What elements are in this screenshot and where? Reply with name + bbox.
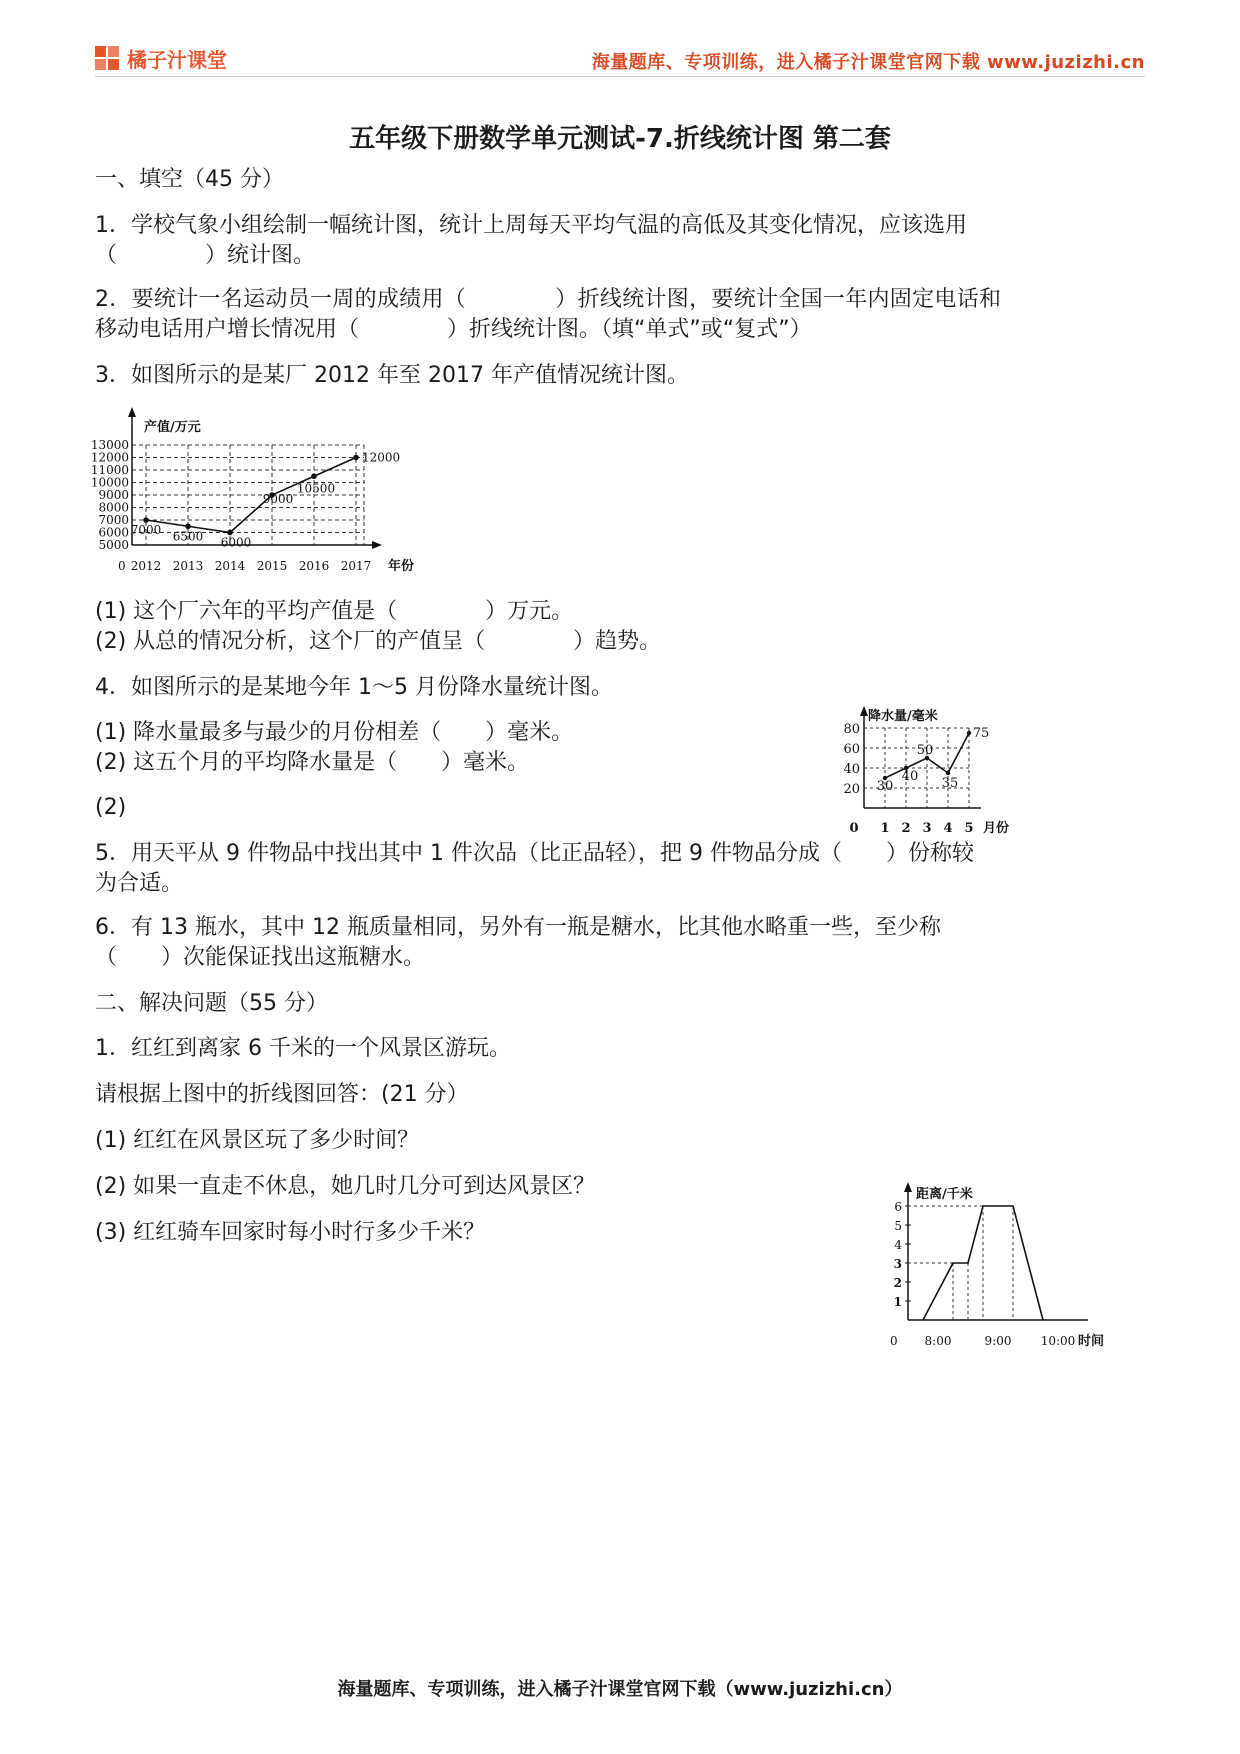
q4-sub2: (2) 这五个月的平均降水量是（ ）毫米。 xyxy=(95,750,530,775)
y-tick-label: 13000 xyxy=(90,438,129,452)
x-tick-label: 9:00 xyxy=(984,1334,1012,1348)
x-tick-label: 4 xyxy=(943,821,953,836)
data-label: 50 xyxy=(916,743,934,758)
x-tick-label: 2015 xyxy=(256,559,288,573)
y-tick-label: 12000 xyxy=(90,450,129,465)
data-point xyxy=(143,517,149,523)
y-axis-label: 产值/万元 xyxy=(144,420,201,435)
y-tick-label: 1 xyxy=(893,1295,902,1309)
data-label: 30 xyxy=(876,779,894,794)
x-tick-label: 10:00 xyxy=(1040,1334,1076,1348)
data-point xyxy=(185,523,191,529)
p1-sub3: (3) 红红骑车回家时每小时行多少千米？ xyxy=(95,1220,486,1245)
q4-text: 4．如图所示的是某地今年 1～5 月份降水量统计图。 xyxy=(95,675,613,700)
y-tick-label: 5000 xyxy=(98,538,129,552)
logo-icon xyxy=(95,46,121,72)
q6-line1: 6．有 13 瓶水，其中 12 瓶质量相同，另外有一瓶是糖水，比其他水略重一些，至少称 xyxy=(95,915,941,940)
y-axis-arrow xyxy=(128,407,136,417)
y-tick-label: 80 xyxy=(843,722,860,737)
y-tick-label: 8000 xyxy=(98,500,129,515)
origin-label: 0 xyxy=(118,559,126,573)
data-point xyxy=(353,455,359,461)
q2-line1: 2．要统计一名运动员一周的成绩用（ ）折线统计图，要统计全国一年内固定电话和 xyxy=(95,287,1002,312)
x-tick-label: 2 xyxy=(901,821,911,836)
page-header xyxy=(95,40,1145,77)
y-tick-label: 5 xyxy=(894,1219,902,1233)
x-axis-label: 月份 xyxy=(983,821,1010,836)
x-tick-label: 0 xyxy=(849,821,859,836)
x-tick-label: 3 xyxy=(922,821,932,836)
origin-label: 0 xyxy=(890,1334,898,1348)
y-tick-label: 7000 xyxy=(98,513,129,527)
q4-sub1: (1) 降水量最多与最少的月份相差（ ）毫米。 xyxy=(95,720,574,745)
x-tick-label: 2014 xyxy=(214,559,246,573)
data-point xyxy=(311,473,317,479)
q5-line2: 为合适。 xyxy=(95,871,184,896)
y-tick-label: 2 xyxy=(893,1276,902,1290)
logo-text: 橘子汁课堂 xyxy=(127,48,227,72)
q3-sub1: (1) 这个厂六年的平均产值是（ ）万元。 xyxy=(95,599,574,624)
x-tick-label: 2016 xyxy=(298,559,330,573)
data-point xyxy=(227,530,233,536)
y-tick-label: 11000 xyxy=(90,463,129,477)
q1-line2: （ ）统计图。 xyxy=(95,243,316,268)
x-axis-label: 年份 xyxy=(388,559,415,574)
x-tick-label: 1 xyxy=(880,821,890,836)
q3-sub2: (2) 从总的情况分析，这个厂的产值呈（ ）趋势。 xyxy=(95,629,662,654)
data-label: 6500 xyxy=(172,529,204,544)
data-label: 7000 xyxy=(130,523,162,537)
section1-heading: 一、填空（45 分） xyxy=(95,167,284,192)
p1-text: 1．红红到离家 6 千米的一个风景区游玩。 xyxy=(95,1036,511,1061)
q2-line2: 移动电话用户增长情况用（ ）折线统计图。（填“单式”或“复式”） xyxy=(95,317,812,342)
p1-sub2: (2) 如果一直走不休息，她几时几分可到达风景区？ xyxy=(95,1174,596,1199)
x-tick-label: 2012 xyxy=(130,559,162,573)
data-label: 35 xyxy=(941,776,959,791)
y-tick-label: 10000 xyxy=(90,475,129,490)
p1-sub1: (1) 红红在风景区玩了多少时间？ xyxy=(95,1128,420,1153)
page-footer: 海量题库、专项训练，进入橘子汁课堂官网下载（www.juzizhi.cn） xyxy=(337,1679,903,1700)
page-title: 五年级下册数学单元测试-7.折线统计图 第二套 xyxy=(349,124,891,154)
q5-line1: 5．用天平从 9 件物品中找出其中 1 件次品（比正品轻），把 9 件物品分成（ ）份称较 xyxy=(95,841,974,866)
x-tick-label: 2013 xyxy=(172,559,204,573)
header-slogan: 海量题库、专项训练，进入橘子汁课堂官网下载 www.juzizhi.cn xyxy=(591,52,1145,73)
y-tick-label: 9000 xyxy=(98,488,129,502)
y-axis-arrow xyxy=(860,706,868,716)
q1-line1: 1．学校气象小组绘制一幅统计图，统计上周每天平均气温的高低及其变化情况，应该选用 xyxy=(95,213,968,238)
data-label: 40 xyxy=(901,769,919,784)
x-axis-label: 时间 xyxy=(1078,1334,1105,1349)
y-axis-label: 降水量/毫米 xyxy=(868,709,938,724)
y-tick-label: 3 xyxy=(893,1257,902,1271)
p1-intro: 请根据上图中的折线图回答：(21 分） xyxy=(95,1082,469,1107)
x-tick-label: 5 xyxy=(964,821,974,836)
logo xyxy=(95,44,227,73)
y-tick-label: 40 xyxy=(843,762,860,777)
data-label: 75 xyxy=(972,726,990,741)
q4-extra: (2) xyxy=(95,795,127,820)
y-axis-label: 距离/千米 xyxy=(916,1187,973,1202)
output-value-chart xyxy=(88,405,428,585)
data-label: 9000 xyxy=(262,492,294,506)
y-tick-label: 20 xyxy=(843,782,860,797)
q6-line2: （ ）次能保证找出这瓶糖水。 xyxy=(95,945,426,970)
data-label: 6000 xyxy=(220,535,252,550)
y-tick-label: 60 xyxy=(843,742,860,757)
y-tick-label: 4 xyxy=(894,1238,902,1252)
x-axis-arrow xyxy=(372,541,382,549)
x-tick-label: 2017 xyxy=(340,559,372,573)
q3-text: 3．如图所示的是某厂 2012 年至 2017 年产值情况统计图。 xyxy=(95,363,689,388)
y-tick-label: 6000 xyxy=(98,525,129,540)
x-tick-label: 8:00 xyxy=(924,1334,952,1348)
data-label: 12000 xyxy=(362,450,401,465)
section2-heading: 二、解决问题（55 分） xyxy=(95,991,328,1016)
data-label: 10500 xyxy=(296,481,336,496)
y-tick-label: 6 xyxy=(894,1200,902,1214)
